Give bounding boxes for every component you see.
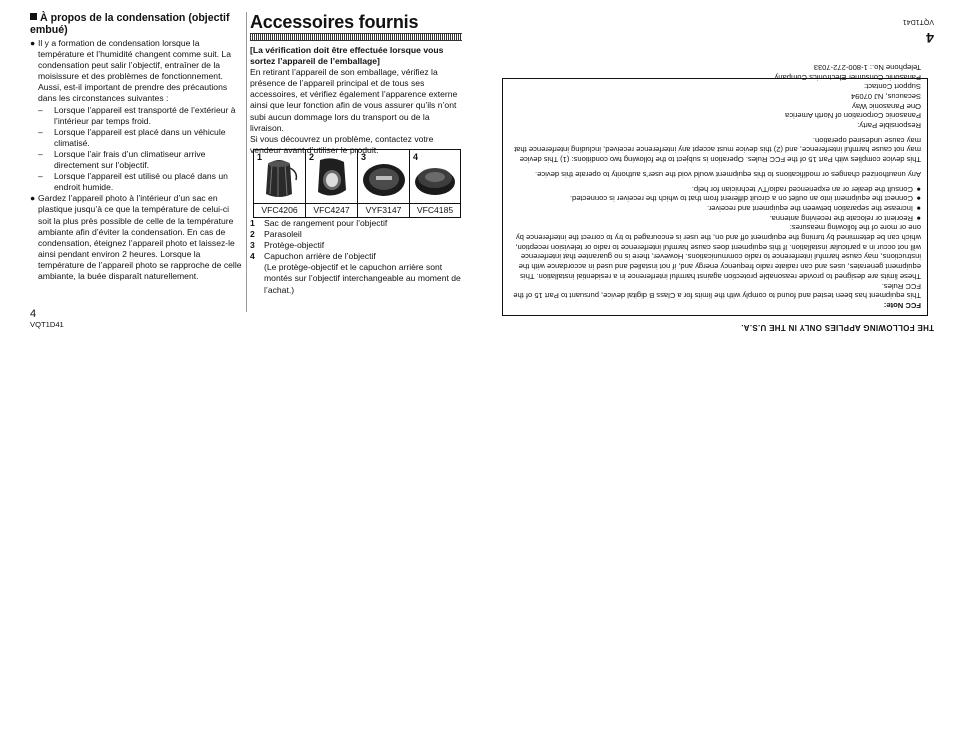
page-number-rotated: 4 (926, 30, 934, 46)
accessories-section (250, 12, 462, 156)
condensation-heading: À propos de la condensation (objectif embué) (30, 12, 230, 36)
column-divider (246, 12, 247, 312)
verification-note: [La vérification doit être effectuée lorsque vous sortez l’appareil de l’emballage] (250, 45, 444, 67)
bullet-dot-icon: ● (30, 193, 36, 204)
model-code-rotated: VQT1D41 (902, 18, 934, 25)
fcc-bullet: ● Reorient or relocate the receiving antenna. (769, 213, 921, 223)
bullet-dot-icon: ● (30, 38, 36, 48)
responsible-line: Panasonic Consumer Electronics Company (774, 72, 921, 82)
dash-item-1: – Lorsque l’appareil est transporté de l’extérieur à l’intérieur par temps froid. (38, 104, 236, 126)
responsible-line: Secaucus, NJ 07094 (850, 91, 921, 101)
accessory-cell-1: 1 VFC4206 (254, 150, 306, 217)
square-bullet-icon (30, 13, 37, 20)
accessories-table (253, 149, 461, 218)
condensation-bullet-2: ● Gardez l’appareil photo à l’intérieur d’un sac en plastique jusqu’à ce que la température de celui-ci soit la plus près possible de celle de la température ambiante afin d’éviter la condensation. En cas de condensation, éteignez l’appareil photo et laissez-le ainsi pendant environ 2 heures. Lorsque la température de l’appareil photo se rapproche de celle ambiante, la buée disparaît naturellement. (30, 193, 242, 281)
page-title: Accessoires fournis (250, 12, 419, 32)
model-code: VQT1D41 (30, 320, 64, 329)
dash-item-3: – Lorsque l’air frais d’un climatiseur arrive directement sur l’objectif. (38, 148, 206, 171)
accessories-list (250, 218, 462, 296)
fcc-paragraph-3: Any unauthorized changes or modifications to this equipment would void the user’s authority to operate this device. (535, 169, 921, 179)
item4-note: (Le protège-objectif et le capuchon arrière sont montés sur l’objectif interchangeable au moment de l’achat.) (264, 262, 461, 295)
fcc-note-box (502, 62, 928, 316)
accessory-cell-2: 2 VFC4247 (306, 150, 358, 217)
responsible-line: One Panasonic Way (852, 101, 921, 111)
accessory-cell-4: 4 VFC4185 (410, 150, 460, 217)
verification-paragraph: En retirant l’appareil de son emballage, vérifiez la présence de l’appareil principal et de tous ses accessoires, et vérifiez également l’apparence externe ainsi que leur fonction afin de vous assurer qu’ils n’ont subi aucun dommage lors du transport ou de la livraison. (250, 67, 458, 133)
accessory-cell-3: 3 VYF3147 (358, 150, 410, 217)
fcc-bullet: ● Increase the separation between the equipment and receiver. (706, 203, 921, 213)
fcc-paragraph-4: This device complies with Part 15 of the FCC Rules. Operation is subject to the following two conditions: (1) This device may not cause harmful interference, and (2) this device must accept any interference received, including interference that may cause undesired operation. (514, 135, 921, 165)
responsible-line: Responsible Party: (857, 121, 921, 131)
list-item: 4 Capuchon arrière de l’objectif (Le protège-objectif et le capuchon arrière sont montés sur l’objectif interchangeable au moment de l’achat.) (250, 251, 461, 295)
dash-item-2: – Lorsque l’appareil est placé dans un véhicule climatisé. (38, 126, 226, 148)
list-item: 3 Protège-objectif (250, 240, 325, 251)
lens-pouch-icon (254, 150, 305, 202)
fcc-bullet: ● Consult the dealer or an experienced radio/TV technician for help. (691, 184, 921, 194)
lens-hood-icon (306, 150, 357, 202)
us-only-header: THE FOLLOWING APPLIES ONLY IN THE U.S.A. (740, 323, 934, 332)
condensation-bullet-1: ● Il y a formation de condensation lorsque la température et l’humidité changent comme suit. La condensation peut salir l’objectif, entraîner de la moisissure et des problèmes de fonctionnement. Aussi, est-il important de prendre des précautions dans les circonstances suivantes : (30, 38, 231, 104)
condensation-section (30, 12, 242, 282)
contact-paragraph: Si vous découvrez un problème, contactez votre vendeur avant d’utiliser le produit. (250, 133, 434, 155)
fcc-page-rotated (488, 12, 934, 332)
responsible-line: Support Contact: (864, 82, 921, 92)
rear-cap-icon (410, 150, 460, 202)
dash-item-4: – Lorsque l’appareil est utilisé ou placé dans un endroit humide. (38, 171, 228, 193)
fcc-paragraph-2: These limits are designed to provide reasonable protection against harmful interference in a residential installation. This equipment generates, uses and can radiate radio frequency energy and, if not installed and used in accordance with the instructions, may cause harmful interference to radio communications. However, there is no guarantee that interference will not occur in a particular installation. If this equipment does cause harmful interference to radio or television reception, which can be determined by turning the equipment off and on, the user is encouraged to try to correct the interference by one or more of the following measures: (515, 223, 921, 281)
responsible-line: Panasonic Corporation of North America (785, 111, 921, 121)
page-number: 4 (30, 308, 37, 320)
title-underline (250, 33, 462, 41)
lens-cap-icon (358, 150, 409, 202)
fcc-title: FCC Note: (883, 301, 921, 310)
list-item: 1 Sac de rangement pour l’objectif (250, 218, 388, 228)
responsible-line: Telephone No.: 1-800-272-7033 (813, 62, 921, 72)
list-item: 2 Parasoleil (250, 229, 302, 240)
fcc-paragraph-1: This equipment has been tested and found to comply with the limits for a Class B digital device, pursuant to Part 15 of the FCC Rules. (513, 281, 921, 301)
fcc-bullet: ● Connect the equipment into an outlet on a circuit different from that to which the receiver is connected. (569, 194, 921, 204)
